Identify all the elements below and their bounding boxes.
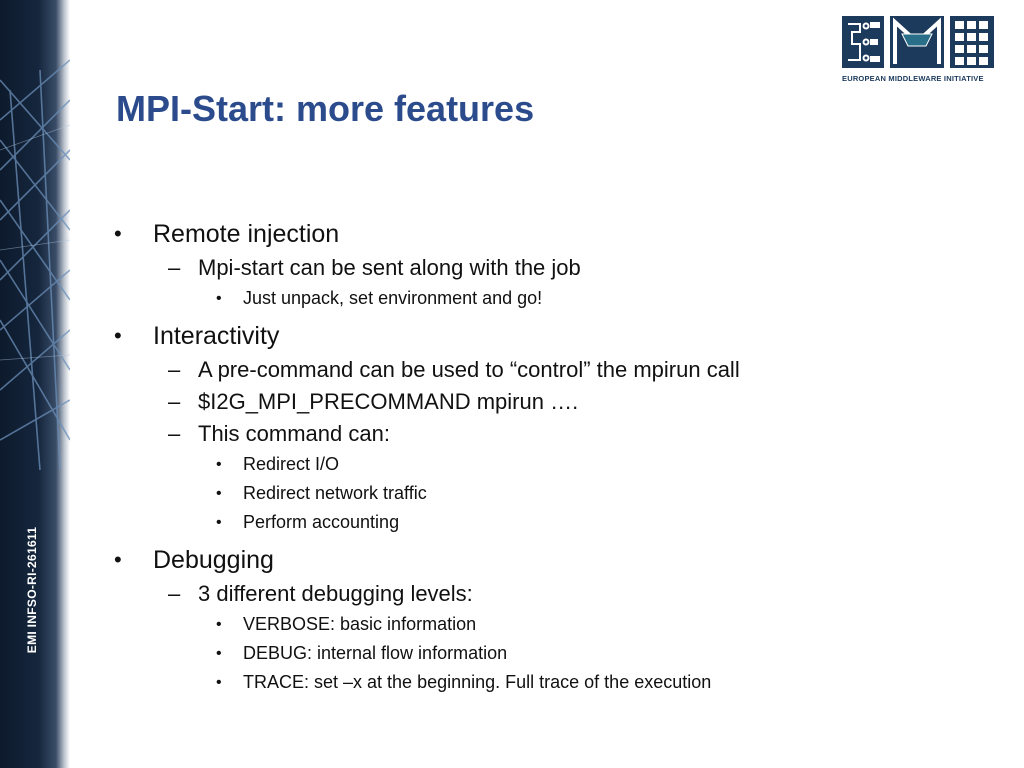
sub-sub-bullet: [112, 610, 992, 639]
dash-marker: –: [168, 389, 181, 414]
sub-sub-bullet: [112, 450, 992, 479]
dash-marker: –: [168, 357, 181, 382]
bullet-text: Interactivity: [153, 322, 280, 350]
bullet-marker: •: [216, 485, 222, 502]
dash-marker: –: [168, 255, 181, 280]
sub-sub-bullet-text: VERBOSE: basic information: [243, 614, 477, 634]
bullet-text: Remote injection: [153, 220, 340, 248]
sub-sub-bullet-text: TRACE: set –x at the beginning. Full trace of the execution: [243, 672, 712, 692]
dash-marker: –: [168, 421, 181, 446]
sub-sub-bullet-text: Redirect I/O: [243, 454, 340, 474]
sub-sub-bullet: [112, 508, 992, 537]
bullet-marker: •: [114, 221, 122, 246]
bullet-marker: •: [216, 456, 222, 473]
sub-bullet: [112, 386, 992, 418]
sub-bullet: [112, 578, 992, 610]
sub-sub-bullet: [112, 639, 992, 668]
sub-bullet: [112, 252, 992, 284]
slide-content: [112, 216, 992, 697]
sub-bullet: [112, 354, 992, 386]
sidebar-project-label: EMI INFSO-RI-261611: [25, 526, 39, 654]
bullet-marker: •: [114, 323, 122, 348]
bullet-marker: •: [216, 290, 222, 307]
bullet-marker: •: [216, 616, 222, 633]
sub-sub-bullet-text: Perform accounting: [243, 512, 400, 532]
bullet-remote-injection: [112, 216, 992, 252]
dash-marker: –: [168, 581, 181, 606]
emi-logo-mark: [840, 14, 996, 72]
bullet-marker: •: [114, 547, 122, 572]
sub-bullet: [112, 418, 992, 450]
sub-bullet-text: 3 different debugging levels:: [198, 581, 473, 606]
sub-sub-bullet-text: DEBUG: internal flow information: [243, 643, 508, 663]
sub-bullet-text: This command can:: [198, 421, 390, 446]
sub-bullet-text: $I2G_MPI_PRECOMMAND mpirun ….: [198, 389, 579, 414]
bullet-marker: •: [216, 514, 222, 531]
sub-sub-bullet: [112, 284, 992, 313]
sidebar-decoration: [0, 0, 70, 768]
bullet-marker: •: [216, 674, 222, 691]
sub-bullet-text: A pre-command can be used to “control” the mpirun call: [198, 357, 740, 382]
slide-title: MPI-Start: more features: [116, 88, 535, 129]
sub-sub-bullet: [112, 479, 992, 508]
logo-tagline: EUROPEAN MIDDLEWARE INITIATIVE: [842, 74, 984, 83]
bullet-debugging: [112, 542, 992, 578]
sub-sub-bullet: [112, 668, 992, 697]
bullet-interactivity: [112, 318, 992, 354]
sub-sub-bullet-text: Redirect network traffic: [243, 483, 427, 503]
sub-bullet-text: Mpi-start can be sent along with the job: [198, 255, 581, 280]
bullet-text: Debugging: [153, 546, 274, 574]
bullet-marker: •: [216, 645, 222, 662]
sub-sub-bullet-text: Just unpack, set environment and go!: [243, 288, 543, 308]
mesh-pattern-graphic: [0, 0, 70, 470]
emi-logo: [840, 14, 996, 86]
